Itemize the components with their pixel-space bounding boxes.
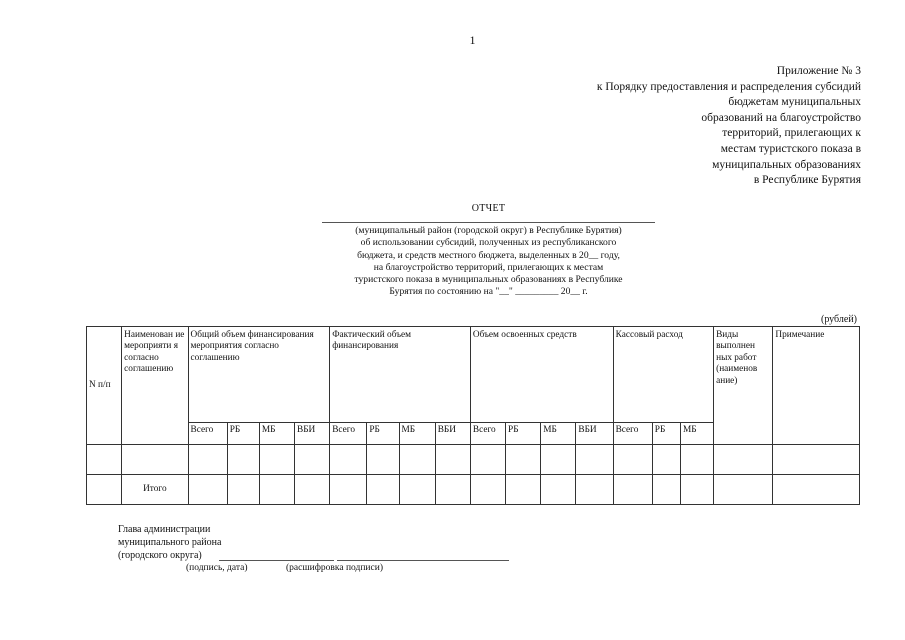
table-cell [680, 445, 713, 475]
table-cell [714, 475, 773, 505]
signature-line: (городского округа) [118, 550, 202, 561]
subheader-rb: РБ [227, 423, 259, 445]
table-cell [680, 475, 713, 505]
subtitle-line: Бурятия по состоянию на "__" _________ 20__ г. [389, 286, 588, 298]
table-cell [227, 475, 259, 505]
table-cell [295, 475, 330, 505]
report-subtitle [322, 225, 655, 299]
subheader-vbi: ВБИ [576, 423, 613, 445]
caption-signature-date: (подпись, дата) [186, 563, 248, 573]
total-row-label: Итого [122, 475, 188, 505]
subtitle-line: туристского показа в муниципальных образованиях в Республике [354, 274, 623, 286]
appendix-line: Приложение № 3 [776, 65, 861, 77]
table-cell [576, 475, 613, 505]
subheader-rb: РБ [367, 423, 399, 445]
table-cell [259, 445, 294, 475]
appendix-line: территорий, прилегающих к [722, 127, 861, 140]
subheader-mb: МБ [541, 423, 576, 445]
table-cell [541, 475, 576, 505]
table-cell [367, 445, 399, 475]
subheader-vbi: ВБИ [295, 423, 330, 445]
signature-fill-line [219, 560, 334, 561]
header-event-name: Наименован ие мероприяти я согласно соглашению [122, 327, 188, 445]
table-cell [87, 475, 122, 505]
subheader-total: Всего [470, 423, 505, 445]
appendix-line: образований на благоустройство [701, 111, 861, 124]
table-cell [295, 445, 330, 475]
table-cell [399, 445, 435, 475]
header-note: Примечание [773, 327, 860, 445]
subheader-total: Всего [330, 423, 367, 445]
table-cell [576, 445, 613, 475]
page-number: 1 [469, 33, 476, 47]
caption-signature-decode: (расшифровка подписи) [286, 563, 383, 573]
table-cell [773, 475, 860, 505]
report-title: ОТЧЕТ [471, 203, 506, 214]
header-work-types: Виды выполнен ных работ (наименов ание) [714, 327, 773, 445]
table-cell [506, 475, 541, 505]
header-mastered-funds: Объем освоенных средств [470, 327, 613, 423]
subheader-mb: МБ [259, 423, 294, 445]
signature-block [118, 523, 221, 562]
table-cell [188, 445, 227, 475]
subtitle-line: (муниципальный район (городской округ) в Республике Бурятия) [355, 225, 622, 236]
appendix-line: бюджетам муниципальных [728, 96, 861, 109]
header-num: N п/п [87, 327, 122, 445]
table-cell [330, 445, 367, 475]
subheader-total: Всего [188, 423, 227, 445]
appendix-line: муниципальных образованиях [712, 158, 861, 171]
header-actual-funding: Фактический объем финансирования [330, 327, 471, 423]
table-cell [652, 445, 680, 475]
header-total-funding: Общий объем финансирования мероприятия согласно соглашению [188, 327, 330, 423]
total-row [87, 475, 860, 505]
table-cell [613, 475, 652, 505]
table-cell [188, 475, 227, 505]
subheader-mb: МБ [680, 423, 713, 445]
decode-fill-line [337, 560, 509, 561]
currency-unit: (рублей) [820, 314, 857, 325]
municipality-fill-line [322, 222, 655, 223]
appendix-line: в Республике Бурятия [753, 174, 861, 187]
table-cell [773, 445, 860, 475]
report-table [86, 326, 860, 505]
table-cell [122, 445, 188, 475]
table-cell [652, 475, 680, 505]
appendix-header [531, 64, 861, 189]
table-row [87, 445, 860, 475]
table-cell [435, 475, 470, 505]
table-cell [714, 445, 773, 475]
table-cell [506, 445, 541, 475]
subheader-mb: МБ [399, 423, 435, 445]
table-cell [613, 445, 652, 475]
appendix-line: к Порядку предоставления и распределения субсидий [596, 80, 861, 93]
table-cell [367, 475, 399, 505]
subtitle-line: на благоустройство территорий, прилегающих к местам [373, 261, 604, 273]
appendix-line: местам туристского показа в [720, 142, 861, 155]
table-cell [399, 475, 435, 505]
table-cell [470, 475, 505, 505]
subheader-vbi: ВБИ [435, 423, 470, 445]
signature-line: муниципального района [118, 537, 222, 548]
table-cell [435, 445, 470, 475]
table-cell [227, 445, 259, 475]
table-cell [330, 475, 367, 505]
table-cell [470, 445, 505, 475]
subtitle-line: бюджета, и средств местного бюджета, выделенных в 20__ году, [357, 249, 620, 261]
table-cell [259, 475, 294, 505]
table-cell [541, 445, 576, 475]
table-cell [87, 445, 122, 475]
subtitle-line: об использовании субсидий, полученных из республиканского [360, 237, 617, 249]
subheader-total: Всего [613, 423, 652, 445]
signature-line: Глава администрации [118, 524, 211, 535]
header-cash-expense: Кассовый расход [613, 327, 713, 423]
subheader-rb: РБ [652, 423, 680, 445]
subheader-rb: РБ [506, 423, 541, 445]
